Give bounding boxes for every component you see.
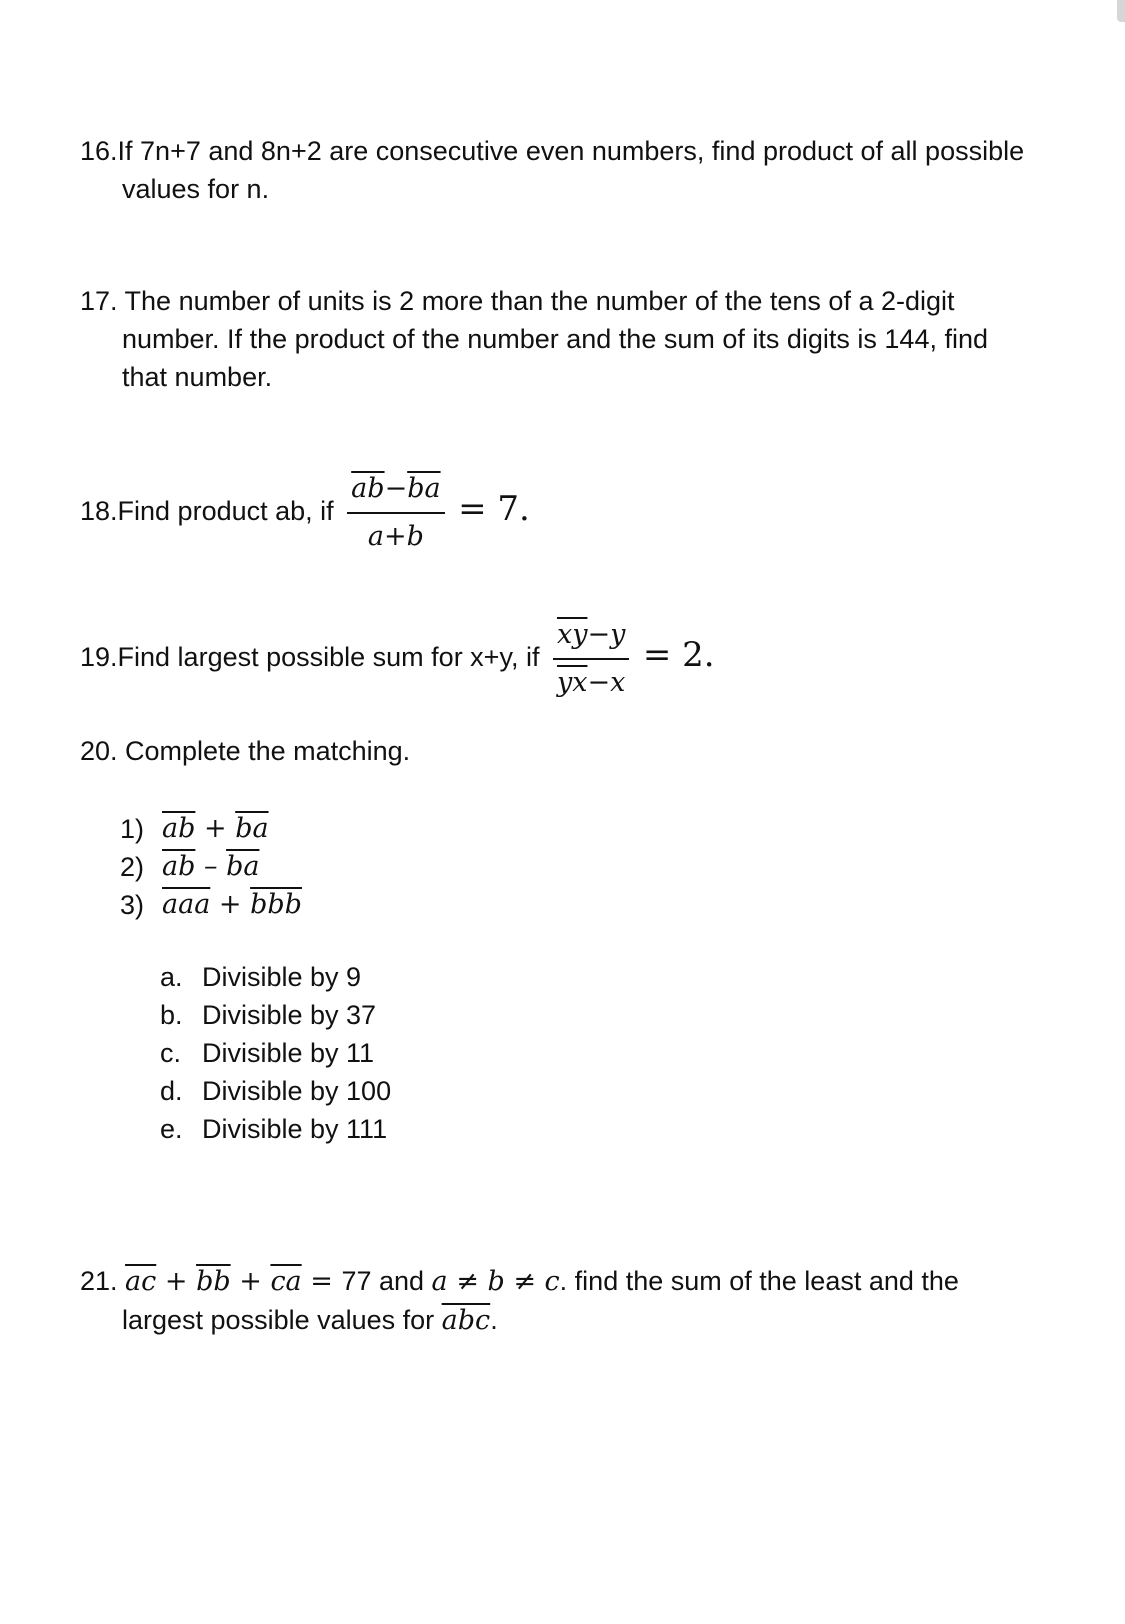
expression-term: $\overline{ab}$ — [162, 851, 196, 882]
expression-item — [120, 848, 1085, 886]
plus-sign: + — [230, 1266, 271, 1297]
option-text: Divisible by 111 — [202, 1114, 388, 1144]
question-19-text: 19.Find largest possible sum for x+y, if — [80, 642, 540, 673]
expression-item — [120, 810, 1085, 848]
question-20 — [80, 732, 1085, 770]
scroll-indicator[interactable] — [1117, 0, 1125, 22]
sum-value: 77 and — [341, 1266, 432, 1296]
expression-term: $\overline{bbb}$ — [250, 889, 302, 920]
matching-expressions — [120, 810, 1085, 924]
question-21-line-2 — [80, 1301, 1085, 1340]
term-bb: $\overline{bb}$ — [196, 1266, 231, 1297]
option-marker: b. — [160, 1000, 183, 1030]
option-item — [160, 1110, 1085, 1148]
expression-marker: 3) — [120, 890, 145, 920]
var-c: c — [544, 1266, 560, 1297]
question-17 — [80, 282, 1085, 396]
fraction-denominator: a+b — [367, 521, 424, 552]
question-16-line-1: 16.If 7n+7 and 8n+2 are consecutive even numbers, find product of all possible — [80, 136, 1025, 166]
question-18-rhs: = 7. — [458, 489, 530, 530]
question-20-title: 20. Complete the matching. — [80, 736, 411, 766]
question-19 — [80, 616, 1085, 702]
expression-term: $\overline{ba}$ — [226, 851, 260, 882]
question-17-line-2: number. If the product of the number and the sum of its digits is 144, find — [122, 324, 988, 354]
question-number: 21. — [80, 1266, 126, 1296]
question-21-line-2-text: largest possible values for — [122, 1305, 442, 1335]
option-item — [160, 996, 1085, 1034]
expression-term: $\overline{aaa}$ — [162, 889, 211, 920]
option-marker: c. — [160, 1038, 182, 1068]
option-text: Divisible by 9 — [202, 962, 362, 992]
question-19-fraction — [553, 616, 629, 702]
question-18-fraction — [347, 470, 444, 556]
expression-list — [120, 810, 1085, 924]
digit-xy: $\overline{xy}$ — [556, 619, 588, 650]
option-list — [160, 958, 1085, 1148]
not-equal-sign: ≠ — [504, 1266, 545, 1297]
plus-sign: + — [156, 1266, 197, 1297]
question-18 — [80, 470, 1085, 556]
fraction-numerator — [347, 470, 444, 514]
question-21 — [80, 1262, 1085, 1340]
digit-ba: $\overline{ba}$ — [407, 473, 441, 504]
var-b: b — [487, 1266, 505, 1297]
digit-ab: $\overline{ab}$ — [351, 473, 385, 504]
expression-operator: – — [195, 851, 227, 882]
matching-options — [160, 958, 1085, 1148]
expression-marker: 1) — [120, 814, 145, 844]
minus-sign: − — [384, 473, 408, 504]
question-17-line-3: that number. — [122, 362, 273, 392]
question-18-text: 18.Find product ab, if — [80, 496, 334, 527]
question-21-rest: . find the sum of the least and the — [559, 1266, 959, 1296]
question-16-line-2: values for n. — [122, 174, 270, 204]
option-item — [160, 1072, 1085, 1110]
option-marker: e. — [160, 1114, 183, 1144]
term-ca: $\overline{ca}$ — [270, 1266, 302, 1297]
term-abc: $\overline{abc}$ — [441, 1305, 491, 1336]
option-text: Divisible by 11 — [202, 1038, 375, 1068]
option-item — [160, 1034, 1085, 1072]
numerator-rest: −y — [587, 619, 626, 650]
option-item — [160, 958, 1085, 996]
denominator-rest: −x — [587, 667, 626, 698]
term-ac: $\overline{ac}$ — [125, 1266, 157, 1297]
question-21-line-1 — [80, 1262, 1085, 1301]
expression-marker: 2) — [120, 852, 145, 882]
digit-yx: $\overline{yx}$ — [556, 667, 588, 698]
period: . — [490, 1305, 498, 1335]
expression-term: $\overline{ab}$ — [162, 813, 196, 844]
fraction-numerator — [553, 616, 629, 660]
option-text: Divisible by 100 — [202, 1076, 392, 1106]
option-marker: d. — [160, 1076, 183, 1106]
equals-sign: = — [301, 1266, 342, 1297]
expression-operator: + — [195, 813, 236, 844]
option-marker: a. — [160, 962, 183, 992]
question-17-line-1: 17. The number of units is 2 more than the number of the tens of a 2-digit — [80, 286, 955, 316]
option-text: Divisible by 37 — [202, 1000, 377, 1030]
question-19-rhs: = 2. — [642, 635, 715, 676]
expression-item — [120, 886, 1085, 924]
expression-operator: + — [210, 889, 251, 920]
expression-term: $\overline{ba}$ — [235, 813, 269, 844]
var-a: a — [431, 1266, 448, 1297]
question-16 — [80, 132, 1085, 208]
fraction-denominator — [553, 660, 629, 702]
not-equal-sign: ≠ — [447, 1266, 488, 1297]
